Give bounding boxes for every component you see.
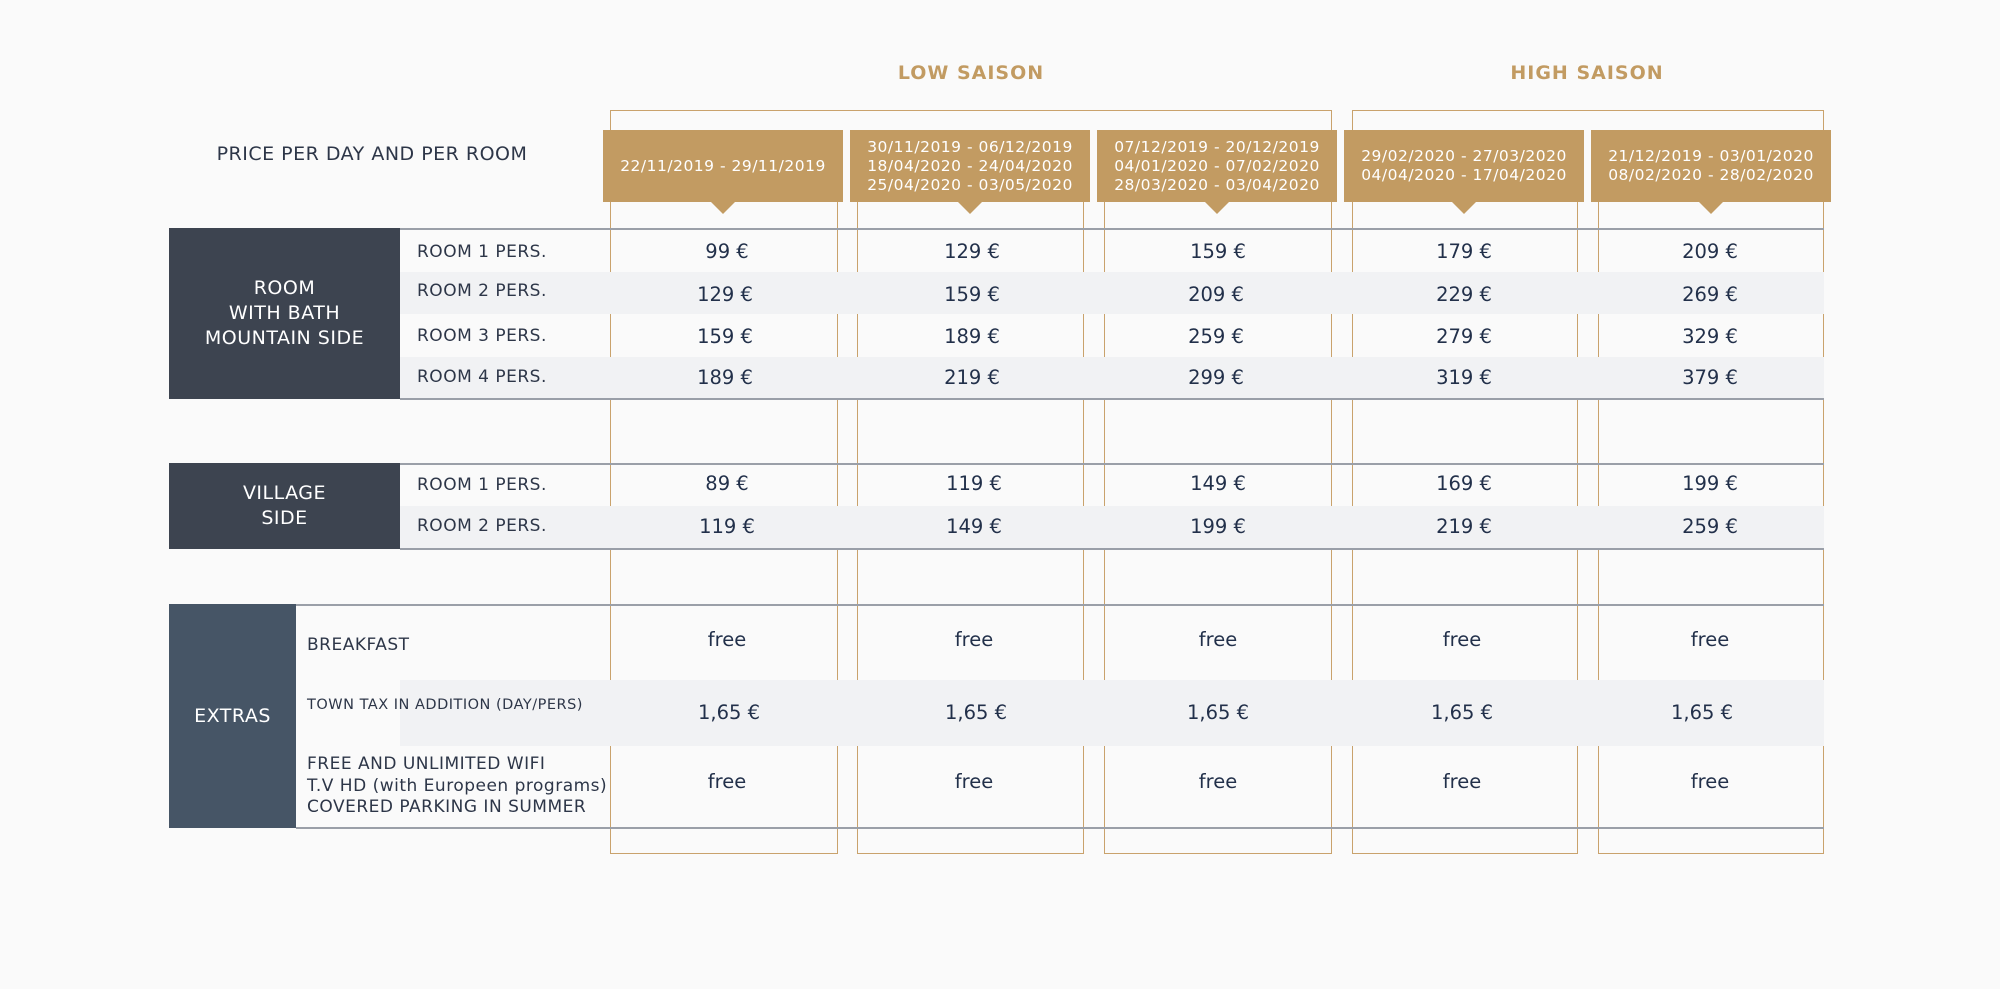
price-cell: free	[1690, 628, 1730, 651]
period-date-range: 28/03/2020 - 03/04/2020	[1114, 175, 1320, 194]
price-cell: 299 €	[1188, 366, 1244, 389]
row-label: FREE AND UNLIMITED WIFI	[307, 754, 546, 774]
period-header	[1344, 130, 1584, 202]
row-label: BREAKFAST	[307, 635, 410, 655]
price-cell: 209 €	[1682, 240, 1738, 263]
price-cell: 379 €	[1682, 366, 1738, 389]
price-cell: 129 €	[944, 240, 1000, 263]
price-cell: 1,65 €	[697, 701, 761, 724]
period-header	[1591, 130, 1831, 202]
price-cell: free	[1198, 628, 1238, 651]
price-cell: 149 €	[1190, 472, 1246, 495]
price-cell: 219 €	[1436, 515, 1492, 538]
row-label: TOWN TAX IN ADDITION (DAY/PERS)	[307, 697, 583, 713]
low-season-label: LOW SAISON	[897, 62, 1045, 84]
divider	[400, 548, 1824, 550]
price-cell: 229 €	[1436, 283, 1492, 306]
price-cell: 1,65 €	[1430, 701, 1494, 724]
price-cell: 119 €	[699, 515, 755, 538]
price-cell: 169 €	[1436, 472, 1492, 495]
price-cell: 269 €	[1682, 283, 1738, 306]
divider	[296, 827, 1824, 829]
high-season-label: HIGH SAISON	[1510, 62, 1664, 84]
category-label: MOUNTAIN SIDE	[204, 327, 365, 349]
price-cell: 199 €	[1190, 515, 1246, 538]
category-label: SIDE	[261, 507, 308, 529]
period-header	[850, 130, 1090, 202]
price-cell: free	[1690, 770, 1730, 793]
price-cell: 99 €	[705, 240, 749, 263]
period-date-range: 04/04/2020 - 17/04/2020	[1361, 166, 1567, 184]
period-date-range: 04/01/2020 - 07/02/2020	[1114, 156, 1320, 175]
period-date-range: 21/12/2019 - 03/01/2020	[1608, 147, 1814, 165]
price-cell: 119 €	[946, 472, 1002, 495]
price-cell: free	[1198, 770, 1238, 793]
price-cell: free	[707, 628, 747, 651]
price-cell: 189 €	[944, 325, 1000, 348]
price-cell: 159 €	[944, 283, 1000, 306]
row-label: ROOM 1 PERS.	[417, 242, 547, 262]
period-date-range: 30/11/2019 - 06/12/2019	[867, 137, 1073, 156]
divider	[296, 604, 1824, 606]
row-label: ROOM 2 PERS.	[417, 516, 547, 536]
row-label: T.V HD (with Europeen programs)	[307, 776, 608, 796]
price-cell: 259 €	[1682, 515, 1738, 538]
category-room-mountain-side	[169, 228, 400, 399]
period-date-range: 07/12/2019 - 20/12/2019	[1114, 137, 1320, 156]
page-title: PRICE PER DAY AND PER ROOM	[216, 143, 528, 165]
row-label: ROOM 4 PERS.	[417, 367, 547, 387]
price-cell: 1,65 €	[1186, 701, 1250, 724]
row-label: ROOM 2 PERS.	[417, 281, 547, 301]
price-cell: 199 €	[1682, 472, 1738, 495]
price-cell: 1,65 €	[944, 701, 1008, 724]
price-cell: 319 €	[1436, 366, 1492, 389]
category-label: VILLAGE	[242, 482, 327, 504]
period-date-range: 18/04/2020 - 24/04/2020	[867, 156, 1073, 175]
divider	[400, 398, 1824, 400]
price-cell: free	[954, 628, 994, 651]
price-cell: free	[707, 770, 747, 793]
row-label: ROOM 3 PERS.	[417, 326, 547, 346]
category-village-side	[169, 463, 400, 549]
price-cell: 329 €	[1682, 325, 1738, 348]
price-cell: free	[1442, 770, 1482, 793]
price-cell: 149 €	[946, 515, 1002, 538]
row-label: ROOM 1 PERS.	[417, 475, 547, 495]
price-cell: 179 €	[1436, 240, 1492, 263]
period-date-range: 29/02/2020 - 27/03/2020	[1361, 147, 1567, 165]
period-date-range: 08/02/2020 - 28/02/2020	[1608, 166, 1814, 184]
category-label: EXTRAS	[194, 704, 271, 727]
price-cell: free	[1442, 628, 1482, 651]
price-cell: 259 €	[1188, 325, 1244, 348]
period-date-range: 22/11/2019 - 29/11/2019	[620, 156, 826, 175]
price-cell: 219 €	[944, 366, 1000, 389]
price-cell: 209 €	[1188, 283, 1244, 306]
category-label: ROOM	[253, 277, 316, 299]
price-cell: 159 €	[1190, 240, 1246, 263]
price-cell: 189 €	[697, 366, 753, 389]
category-label: WITH BATH	[228, 302, 341, 324]
price-cell: 279 €	[1436, 325, 1492, 348]
price-cell: 129 €	[697, 283, 753, 306]
row-label: COVERED PARKING IN SUMMER	[307, 797, 587, 817]
divider	[400, 463, 1824, 465]
price-cell: free	[954, 770, 994, 793]
price-cell: 89 €	[705, 472, 749, 495]
period-header	[1097, 130, 1337, 202]
price-cell: 1,65 €	[1670, 701, 1734, 724]
period-date-range: 25/04/2020 - 03/05/2020	[867, 175, 1073, 194]
divider	[400, 228, 1824, 230]
category-extras	[169, 604, 296, 828]
price-cell: 159 €	[697, 325, 753, 348]
period-header	[603, 130, 843, 202]
